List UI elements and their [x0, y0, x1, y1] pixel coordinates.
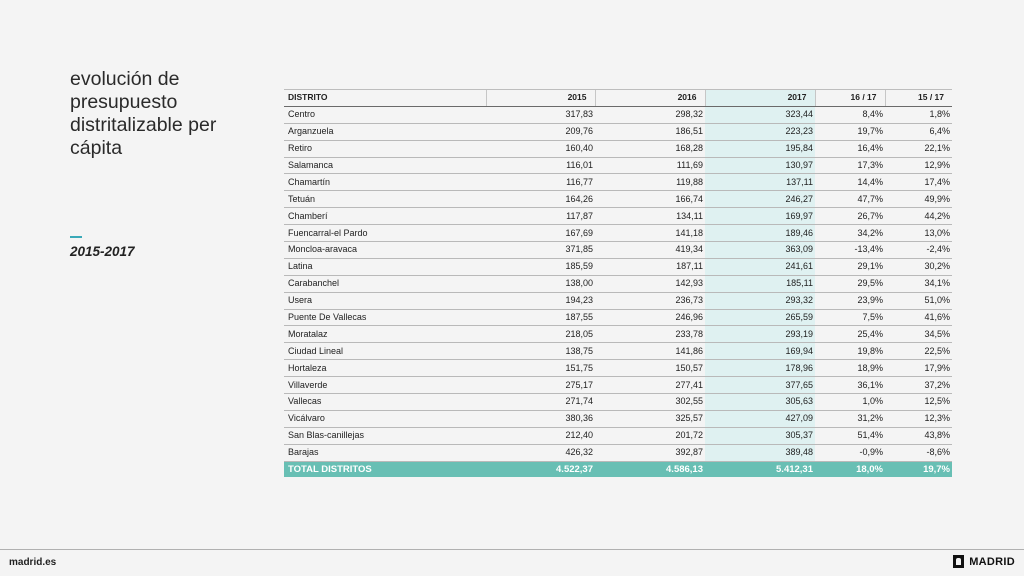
cell-15-17: 30,2%: [885, 258, 952, 275]
total-2015: 4.522,37: [486, 461, 595, 477]
cell-2016: 141,18: [595, 225, 705, 242]
cell-distrito: Barajas: [284, 444, 486, 461]
header-2016: 2016: [595, 90, 705, 107]
cell-2015: 164,26: [486, 191, 595, 208]
total-row: [284, 461, 952, 477]
cell-15-17: 22,5%: [885, 343, 952, 360]
cell-16-17: 1,0%: [815, 394, 885, 411]
cell-2017: 293,32: [705, 292, 815, 309]
cell-15-17: 12,3%: [885, 410, 952, 427]
cell-2015: 426,32: [486, 444, 595, 461]
cell-distrito: Vallecas: [284, 394, 486, 411]
cell-2017: 427,09: [705, 410, 815, 427]
cell-15-17: 6,4%: [885, 123, 952, 140]
cell-2015: 138,00: [486, 275, 595, 292]
cell-2015: 116,01: [486, 157, 595, 174]
cell-2015: 138,75: [486, 343, 595, 360]
table-row: [284, 427, 952, 444]
cell-2016: 168,28: [595, 140, 705, 157]
cell-2015: 117,87: [486, 208, 595, 225]
cell-2017: 137,11: [705, 174, 815, 191]
header-15-17: 15 / 17: [885, 90, 952, 107]
cell-2016: 246,96: [595, 309, 705, 326]
cell-2017: 293,19: [705, 326, 815, 343]
cell-2016: 111,69: [595, 157, 705, 174]
table-row: [284, 343, 952, 360]
cell-distrito: Tetuán: [284, 191, 486, 208]
cell-15-17: 12,5%: [885, 394, 952, 411]
cell-16-17: 31,2%: [815, 410, 885, 427]
cell-distrito: Fuencarral-el Pardo: [284, 225, 486, 242]
cell-2015: 271,74: [486, 394, 595, 411]
site-link[interactable]: madrid.es: [9, 557, 57, 568]
total-label: TOTAL DISTRITOS: [284, 461, 486, 477]
cell-2016: 119,88: [595, 174, 705, 191]
table-row: [284, 174, 952, 191]
cell-2015: 218,05: [486, 326, 595, 343]
table-row: [284, 309, 952, 326]
cell-16-17: 34,2%: [815, 225, 885, 242]
cell-16-17: 17,3%: [815, 157, 885, 174]
cell-15-17: 41,6%: [885, 309, 952, 326]
cell-16-17: 19,8%: [815, 343, 885, 360]
cell-2015: 371,85: [486, 242, 595, 259]
cell-distrito: Carabanchel: [284, 275, 486, 292]
logo-text: MADRID: [969, 555, 1015, 568]
cell-16-17: 7,5%: [815, 309, 885, 326]
cell-2017: 169,97: [705, 208, 815, 225]
cell-2017: 241,61: [705, 258, 815, 275]
table-row: [284, 191, 952, 208]
header-2017: 2017: [705, 90, 815, 107]
header-2015: 2015: [486, 90, 595, 107]
budget-table: [284, 89, 952, 477]
cell-15-17: 22,1%: [885, 140, 952, 157]
cell-2015: 185,59: [486, 258, 595, 275]
cell-distrito: Villaverde: [284, 377, 486, 394]
table-row: [284, 157, 952, 174]
cell-2016: 201,72: [595, 427, 705, 444]
cell-distrito: Arganzuela: [284, 123, 486, 140]
cell-2016: 166,74: [595, 191, 705, 208]
page-title: evolución de presupuesto distritalizable per cápita: [70, 68, 217, 159]
table-row: [284, 225, 952, 242]
cell-distrito: Moratalaz: [284, 326, 486, 343]
cell-16-17: -0,9%: [815, 444, 885, 461]
cell-2017: 377,65: [705, 377, 815, 394]
cell-distrito: Puente De Vallecas: [284, 309, 486, 326]
cell-15-17: 44,2%: [885, 208, 952, 225]
table-row: [284, 106, 952, 123]
cell-2017: 363,09: [705, 242, 815, 259]
cell-2017: 130,97: [705, 157, 815, 174]
cell-15-17: 12,9%: [885, 157, 952, 174]
cell-2015: 160,40: [486, 140, 595, 157]
cell-2016: 302,55: [595, 394, 705, 411]
cell-2017: 195,84: [705, 140, 815, 157]
cell-2015: 116,77: [486, 174, 595, 191]
cell-15-17: -8,6%: [885, 444, 952, 461]
cell-distrito: Centro: [284, 106, 486, 123]
cell-distrito: Salamanca: [284, 157, 486, 174]
cell-2017: 169,94: [705, 343, 815, 360]
cell-2017: 246,27: [705, 191, 815, 208]
cell-15-17: 17,9%: [885, 360, 952, 377]
table-row: [284, 140, 952, 157]
cell-2016: 236,73: [595, 292, 705, 309]
table-row: [284, 123, 952, 140]
cell-15-17: -2,4%: [885, 242, 952, 259]
cell-distrito: Vicálvaro: [284, 410, 486, 427]
cell-15-17: 34,5%: [885, 326, 952, 343]
cell-distrito: Chamartín: [284, 174, 486, 191]
cell-2016: 298,32: [595, 106, 705, 123]
cell-15-17: 1,8%: [885, 106, 952, 123]
table-row: [284, 394, 952, 411]
madrid-emblem-icon: [953, 555, 964, 568]
cell-distrito: Latina: [284, 258, 486, 275]
cell-2016: 141,86: [595, 343, 705, 360]
cell-distrito: San Blas-canillejas: [284, 427, 486, 444]
cell-2016: 142,93: [595, 275, 705, 292]
cell-15-17: 37,2%: [885, 377, 952, 394]
cell-2015: 212,40: [486, 427, 595, 444]
table-header-row: [284, 90, 952, 107]
cell-16-17: 14,4%: [815, 174, 885, 191]
accent-dash: [70, 236, 82, 238]
table-row: [284, 242, 952, 259]
total-15-17: 19,7%: [885, 461, 952, 477]
cell-2016: 187,11: [595, 258, 705, 275]
cell-15-17: 51,0%: [885, 292, 952, 309]
table-row: [284, 208, 952, 225]
cell-16-17: -13,4%: [815, 242, 885, 259]
cell-2017: 223,23: [705, 123, 815, 140]
cell-2015: 167,69: [486, 225, 595, 242]
table-row: [284, 275, 952, 292]
cell-distrito: Ciudad Lineal: [284, 343, 486, 360]
footer-divider: [0, 549, 1024, 550]
cell-16-17: 47,7%: [815, 191, 885, 208]
table-row: [284, 326, 952, 343]
cell-2016: 419,34: [595, 242, 705, 259]
table-row: [284, 444, 952, 461]
header-distrito: DISTRITO: [284, 90, 486, 107]
cell-2017: 178,96: [705, 360, 815, 377]
cell-16-17: 25,4%: [815, 326, 885, 343]
cell-16-17: 23,9%: [815, 292, 885, 309]
cell-2017: 305,63: [705, 394, 815, 411]
cell-2016: 392,87: [595, 444, 705, 461]
cell-distrito: Retiro: [284, 140, 486, 157]
cell-16-17: 29,1%: [815, 258, 885, 275]
cell-16-17: 36,1%: [815, 377, 885, 394]
cell-16-17: 51,4%: [815, 427, 885, 444]
cell-2015: 187,55: [486, 309, 595, 326]
cell-2016: 325,57: [595, 410, 705, 427]
cell-distrito: Usera: [284, 292, 486, 309]
header-16-17: 16 / 17: [815, 90, 885, 107]
cell-2015: 317,83: [486, 106, 595, 123]
table-row: [284, 258, 952, 275]
cell-distrito: Moncloa-aravaca: [284, 242, 486, 259]
cell-2016: 134,11: [595, 208, 705, 225]
cell-15-17: 17,4%: [885, 174, 952, 191]
cell-distrito: Hortaleza: [284, 360, 486, 377]
cell-16-17: 29,5%: [815, 275, 885, 292]
cell-2015: 275,17: [486, 377, 595, 394]
cell-2016: 277,41: [595, 377, 705, 394]
cell-distrito: Chamberí: [284, 208, 486, 225]
table-row: [284, 377, 952, 394]
total-16-17: 18,0%: [815, 461, 885, 477]
table-row: [284, 410, 952, 427]
cell-15-17: 49,9%: [885, 191, 952, 208]
cell-2016: 233,78: [595, 326, 705, 343]
cell-15-17: 43,8%: [885, 427, 952, 444]
cell-2017: 189,46: [705, 225, 815, 242]
cell-2017: 305,37: [705, 427, 815, 444]
total-2016: 4.586,13: [595, 461, 705, 477]
cell-2017: 389,48: [705, 444, 815, 461]
cell-15-17: 13,0%: [885, 225, 952, 242]
cell-16-17: 16,4%: [815, 140, 885, 157]
cell-2015: 380,36: [486, 410, 595, 427]
cell-2017: 265,59: [705, 309, 815, 326]
cell-15-17: 34,1%: [885, 275, 952, 292]
total-2017: 5.412,31: [705, 461, 815, 477]
cell-2017: 185,11: [705, 275, 815, 292]
madrid-logo: [953, 555, 1015, 568]
period-label: 2015-2017: [70, 244, 135, 259]
cell-16-17: 19,7%: [815, 123, 885, 140]
cell-2016: 186,51: [595, 123, 705, 140]
cell-16-17: 26,7%: [815, 208, 885, 225]
table-row: [284, 292, 952, 309]
cell-2015: 209,76: [486, 123, 595, 140]
cell-2015: 151,75: [486, 360, 595, 377]
cell-16-17: 18,9%: [815, 360, 885, 377]
cell-2016: 150,57: [595, 360, 705, 377]
cell-16-17: 8,4%: [815, 106, 885, 123]
cell-2017: 323,44: [705, 106, 815, 123]
table-row: [284, 360, 952, 377]
cell-2015: 194,23: [486, 292, 595, 309]
